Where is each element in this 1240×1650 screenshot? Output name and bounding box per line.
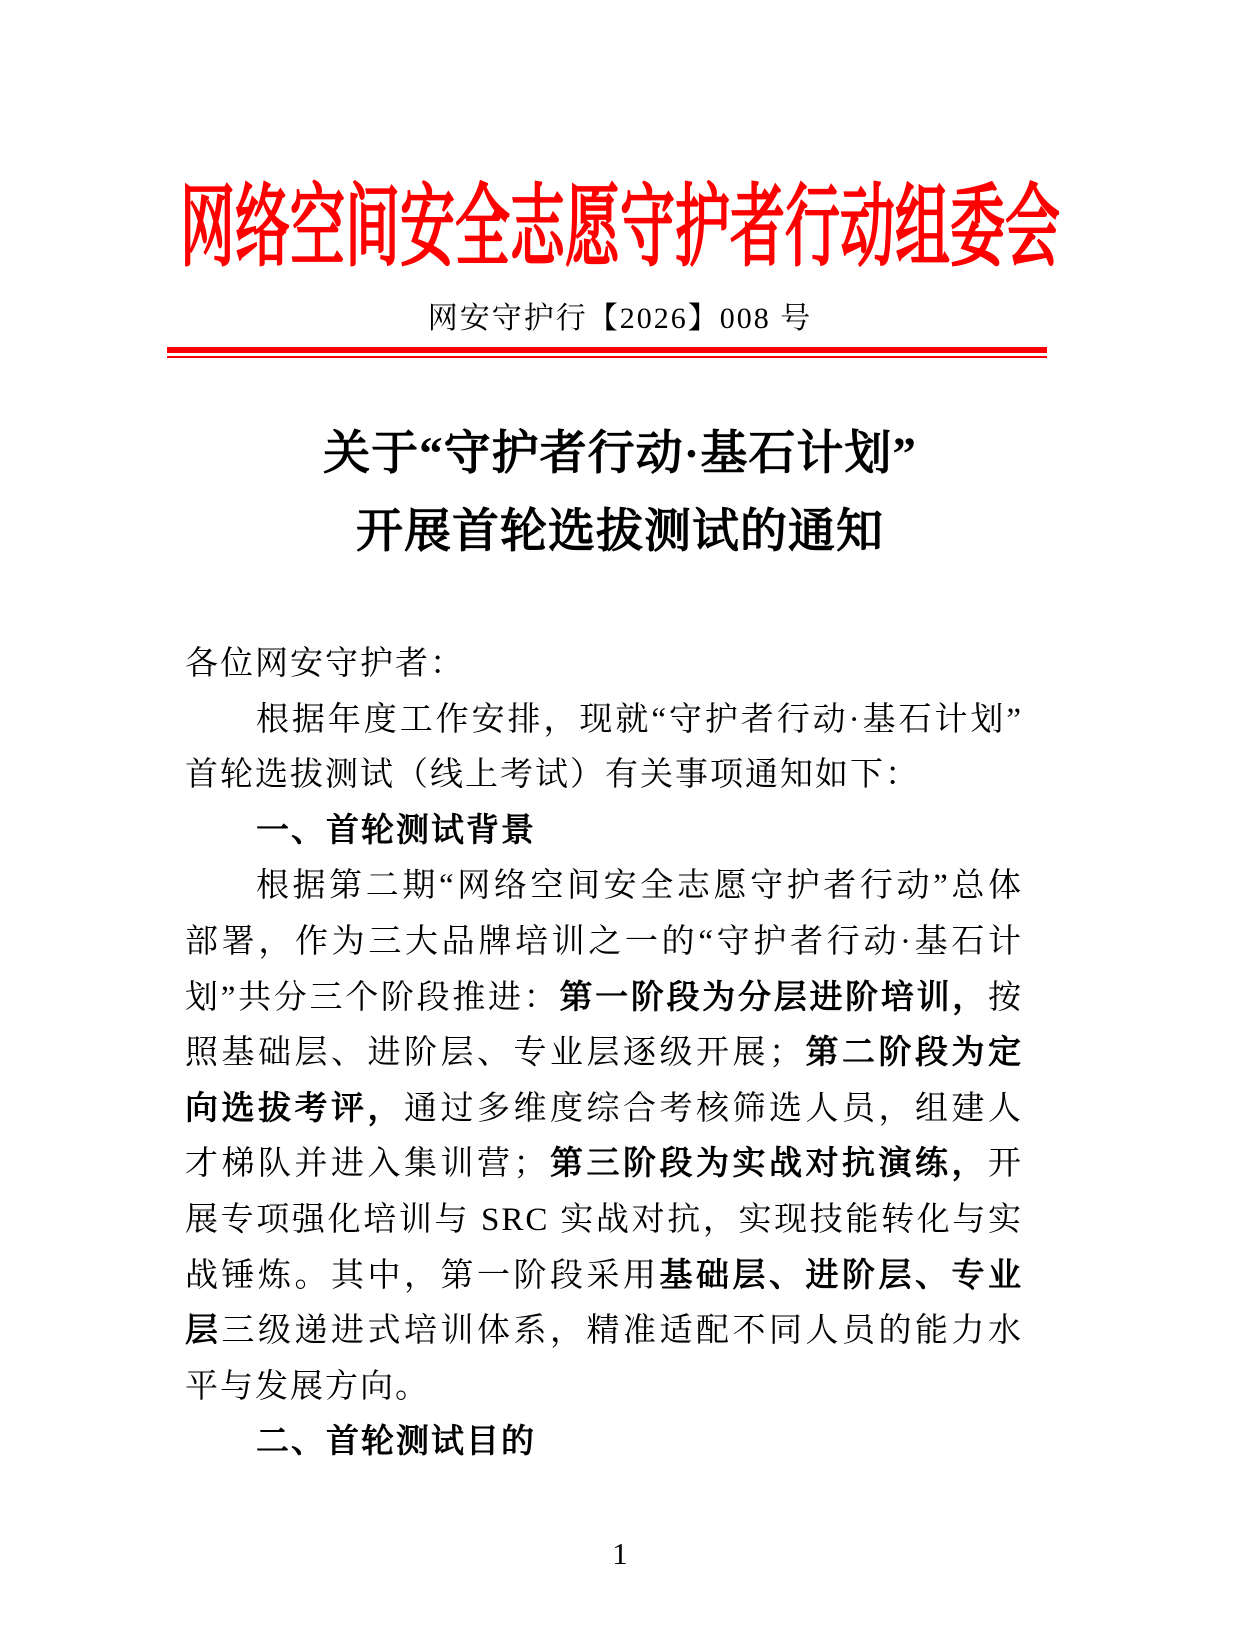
org-title <box>0 177 1240 278</box>
para2-run-5-phase3: 第三阶段为实战对抗演练， <box>548 1146 988 1183</box>
doc-number: 网安守护行【2026】008 号 <box>427 302 813 335</box>
para2-run-8: 三级递进式培训体系，精准适配不同人员的能力水平与发展方向。 <box>185 1313 1023 1405</box>
para2-run-2: 按照基础层、进阶层、专业层逐级开展； <box>185 979 1023 1072</box>
para2-run-1-phase1: 第一阶段为分层进阶培训， <box>559 979 988 1016</box>
doc-title-line2: 开展首轮选拔测试的通知 <box>356 506 884 558</box>
doc-title-line1: 关于“守护者行动·基石计划” <box>323 428 917 480</box>
document-body <box>185 637 1023 1471</box>
para2-run-0: 根据第二期“网络空间安全志愿守护者行动”总体部署，作为三大品牌培训之一的“守护者行动·基石计划”共分三个阶段推进： <box>185 868 1023 1016</box>
salutation: 各位网安守护者： <box>185 646 465 682</box>
org-title-text: 网络空间安全志愿守护者行动组委会 <box>179 177 1060 278</box>
para2-run-3-phase2: 第二阶段为定向选拔考评， <box>185 1035 1023 1127</box>
opening-paragraph: 根据年度工作安排，现就“守护者行动·基石计划”首轮选拔测试（线上考试）有关事项通知如下： <box>185 701 1023 794</box>
section-heading-1: 一、首轮测试背景 <box>255 812 536 849</box>
background-paragraph <box>185 859 1023 1415</box>
doc-title <box>0 415 1240 571</box>
section-heading-2: 二、首轮测试目的 <box>255 1424 536 1461</box>
para2-run-7-tiers: 基础层、进阶层、专业层 <box>185 1257 1023 1350</box>
red-divider-line <box>167 347 1047 358</box>
page-number: 1 <box>612 1536 628 1571</box>
para2-run-4: 通过多维度综合考核筛选人员，组建人才梯队并进入集训营； <box>185 1090 1023 1183</box>
para2-run-6: 开展专项强化培训与 SRC 实战对抗，实现技能转化与实战锤炼。其中，第一阶段采用 <box>185 1146 1023 1294</box>
